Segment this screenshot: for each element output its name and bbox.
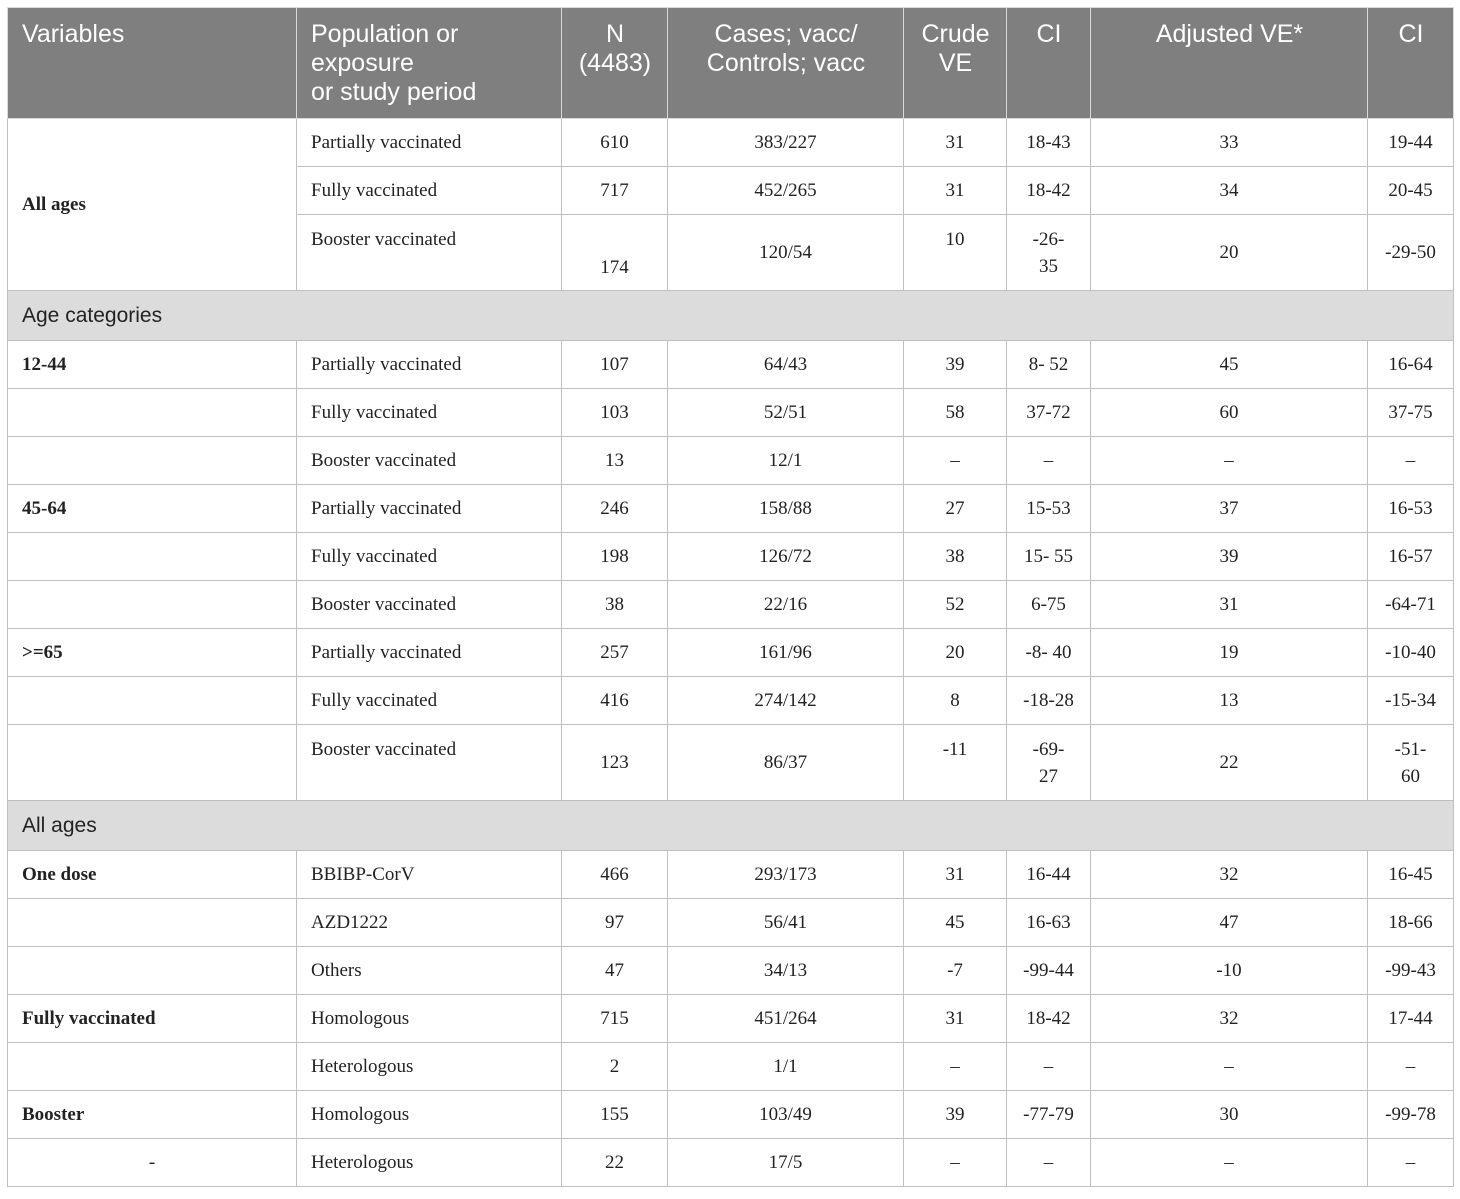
table-row [8,677,1454,725]
ci-cell: -8- 40 [1007,629,1091,677]
cases-cell: 383/227 [668,119,904,167]
cases-cell: 12/1 [668,437,904,485]
exposure-cell: Homologous [297,995,562,1043]
crude-ve-cell: 8 [904,677,1007,725]
ci-cell: 16-63 [1007,899,1091,947]
n-cell: 38 [562,581,668,629]
exposure-cell: Partially vaccinated [297,629,562,677]
n-cell: 257 [562,629,668,677]
table-row [8,851,1454,899]
n-cell: 107 [562,341,668,389]
n-cell: 13 [562,437,668,485]
cases-cell: 120/54 [668,215,904,291]
ci-cell: – [1007,437,1091,485]
exposure-cell: AZD1222 [297,899,562,947]
ci-adjusted-cell: 37-75 [1368,389,1454,437]
exposure-cell: Fully vaccinated [297,677,562,725]
ci-adjusted-cell: 19-44 [1368,119,1454,167]
adjusted-ve-cell: 30 [1091,1091,1368,1139]
n-cell: 174 [562,215,668,291]
ci-cell: – [1007,1043,1091,1091]
n-cell: 155 [562,1091,668,1139]
table-row [8,1091,1454,1139]
ci-cell: 8- 52 [1007,341,1091,389]
ci-adjusted-cell: 16-64 [1368,341,1454,389]
header-row [8,8,1454,119]
table-row [8,389,1454,437]
crude-ve-cell: 52 [904,581,1007,629]
exposure-cell: Booster vaccinated [297,725,562,801]
exposure-cell: Partially vaccinated [297,119,562,167]
crude-ve-cell: – [904,437,1007,485]
crude-ve-cell: 10 [904,215,1007,291]
n-cell: 97 [562,899,668,947]
adjusted-ve-cell: 45 [1091,341,1368,389]
ci-adjusted-cell: -99-78 [1368,1091,1454,1139]
cases-cell: 22/16 [668,581,904,629]
ci-adjusted-cell: – [1368,1043,1454,1091]
cases-cell: 126/72 [668,533,904,581]
ci-cell: 18-42 [1007,167,1091,215]
cases-cell: 451/264 [668,995,904,1043]
table-row [8,437,1454,485]
exposure-cell: Fully vaccinated [297,167,562,215]
cases-cell: 86/37 [668,725,904,801]
table-row [8,119,1454,167]
ci-cell: 15-53 [1007,485,1091,533]
n-cell: 103 [562,389,668,437]
ci-cell: 15- 55 [1007,533,1091,581]
adjusted-ve-cell: 37 [1091,485,1368,533]
ci-cell: -69- 27 [1007,725,1091,801]
table-row [8,995,1454,1043]
group-label-booster: Booster [8,1091,297,1139]
empty-cell [8,389,297,437]
n-cell: 416 [562,677,668,725]
ci-cell: -77-79 [1007,1091,1091,1139]
ci-cell: 6-75 [1007,581,1091,629]
adjusted-ve-cell: 20 [1091,215,1368,291]
adjusted-ve-cell: – [1091,1043,1368,1091]
group-label-dash: - [8,1139,297,1187]
table-row [8,581,1454,629]
group-label-45-64: 45-64 [8,485,297,533]
adjusted-ve-cell: 31 [1091,581,1368,629]
header-variables: Variables [8,8,297,119]
table-row [8,899,1454,947]
ci-adjusted-cell: -64-71 [1368,581,1454,629]
table-row [8,533,1454,581]
ci-adjusted-cell: 17-44 [1368,995,1454,1043]
n-cell: 610 [562,119,668,167]
n-cell: 715 [562,995,668,1043]
cases-cell: 161/96 [668,629,904,677]
table-row [8,341,1454,389]
ci-adjusted-cell: -29-50 [1368,215,1454,291]
crude-ve-cell: 39 [904,341,1007,389]
adjusted-ve-cell: 13 [1091,677,1368,725]
empty-cell [8,899,297,947]
group-label-fully-vaccinated: Fully vaccinated [8,995,297,1043]
empty-cell [8,581,297,629]
crude-ve-cell: 39 [904,1091,1007,1139]
cases-cell: 64/43 [668,341,904,389]
exposure-cell: Partially vaccinated [297,341,562,389]
n-cell: 123 [562,725,668,801]
n-cell: 47 [562,947,668,995]
empty-cell [8,437,297,485]
adjusted-ve-cell: 32 [1091,995,1368,1043]
table-row [8,485,1454,533]
cases-cell: 34/13 [668,947,904,995]
ci-adjusted-cell: 16-45 [1368,851,1454,899]
ci-adjusted-cell: 20-45 [1368,167,1454,215]
ci-adjusted-cell: – [1368,437,1454,485]
ci-adjusted-cell: 16-53 [1368,485,1454,533]
n-cell: 2 [562,1043,668,1091]
header-adjusted-ve: Adjusted VE* [1091,8,1368,119]
table-row [8,947,1454,995]
exposure-cell: Fully vaccinated [297,533,562,581]
exposure-cell: Homologous [297,1091,562,1139]
ci-cell: -26- 35 [1007,215,1091,291]
adjusted-ve-cell: 32 [1091,851,1368,899]
crude-ve-cell: 31 [904,167,1007,215]
ve-table [7,7,1454,1187]
ci-adjusted-cell: -10-40 [1368,629,1454,677]
crude-ve-cell: 31 [904,995,1007,1043]
crude-ve-cell: 27 [904,485,1007,533]
header-crude-ve: Crude VE [904,8,1007,119]
empty-cell [8,533,297,581]
ci-cell: -99-44 [1007,947,1091,995]
table-header [8,8,1454,119]
exposure-cell: Heterologous [297,1043,562,1091]
group-label-12-44: 12-44 [8,341,297,389]
group-label-65-plus: >=65 [8,629,297,677]
exposure-cell: Others [297,947,562,995]
crude-ve-cell: – [904,1043,1007,1091]
empty-cell [8,677,297,725]
adjusted-ve-cell: 39 [1091,533,1368,581]
n-cell: 717 [562,167,668,215]
adjusted-ve-cell: 22 [1091,725,1368,801]
cases-cell: 52/51 [668,389,904,437]
empty-cell [8,947,297,995]
n-cell: 198 [562,533,668,581]
ci-adjusted-cell: – [1368,1139,1454,1187]
section-title: Age categories [8,291,1454,341]
exposure-cell: Partially vaccinated [297,485,562,533]
group-label-one-dose: One dose [8,851,297,899]
header-n: N (4483) [562,8,668,119]
adjusted-ve-cell: 60 [1091,389,1368,437]
adjusted-ve-cell: – [1091,1139,1368,1187]
empty-cell [8,725,297,801]
exposure-cell: BBIBP-CorV [297,851,562,899]
table-row [8,1139,1454,1187]
cases-cell: 274/142 [668,677,904,725]
exposure-cell: Booster vaccinated [297,437,562,485]
n-cell: 22 [562,1139,668,1187]
adjusted-ve-cell: -10 [1091,947,1368,995]
section-row-age-categories [8,291,1454,341]
table-row [8,629,1454,677]
crude-ve-cell: 20 [904,629,1007,677]
crude-ve-cell: -7 [904,947,1007,995]
ci-cell: – [1007,1139,1091,1187]
crude-ve-cell: 58 [904,389,1007,437]
adjusted-ve-cell: 19 [1091,629,1368,677]
cases-cell: 56/41 [668,899,904,947]
n-cell: 466 [562,851,668,899]
section-row-all-ages [8,801,1454,851]
header-population: Population or exposure or study period [297,8,562,119]
header-ci-adjusted: CI [1368,8,1454,119]
ci-cell: 18-42 [1007,995,1091,1043]
cases-cell: 452/265 [668,167,904,215]
section-title: All ages [8,801,1454,851]
ci-cell: -18-28 [1007,677,1091,725]
table-row [8,1043,1454,1091]
empty-cell [8,1043,297,1091]
ci-adjusted-cell: 18-66 [1368,899,1454,947]
table-body [8,119,1454,1187]
crude-ve-cell: 45 [904,899,1007,947]
crude-ve-cell: 31 [904,119,1007,167]
header-ci: CI [1007,8,1091,119]
group-label-all-ages: All ages [8,119,297,291]
adjusted-ve-cell: 34 [1091,167,1368,215]
ci-adjusted-cell: -15-34 [1368,677,1454,725]
ci-cell: 18-43 [1007,119,1091,167]
ci-adjusted-cell: -99-43 [1368,947,1454,995]
ci-adjusted-cell: 16-57 [1368,533,1454,581]
crude-ve-cell: -11 [904,725,1007,801]
exposure-cell: Booster vaccinated [297,215,562,291]
ci-cell: 37-72 [1007,389,1091,437]
adjusted-ve-cell: 33 [1091,119,1368,167]
n-cell: 246 [562,485,668,533]
crude-ve-cell: 38 [904,533,1007,581]
adjusted-ve-cell: – [1091,437,1368,485]
ci-cell: 16-44 [1007,851,1091,899]
cases-cell: 1/1 [668,1043,904,1091]
crude-ve-cell: 31 [904,851,1007,899]
adjusted-ve-cell: 47 [1091,899,1368,947]
header-cases: Cases; vacc/ Controls; vacc [668,8,904,119]
cases-cell: 103/49 [668,1091,904,1139]
cases-cell: 17/5 [668,1139,904,1187]
ci-adjusted-cell: -51- 60 [1368,725,1454,801]
crude-ve-cell: – [904,1139,1007,1187]
exposure-cell: Heterologous [297,1139,562,1187]
cases-cell: 158/88 [668,485,904,533]
table-row [8,725,1454,801]
cases-cell: 293/173 [668,851,904,899]
exposure-cell: Booster vaccinated [297,581,562,629]
exposure-cell: Fully vaccinated [297,389,562,437]
